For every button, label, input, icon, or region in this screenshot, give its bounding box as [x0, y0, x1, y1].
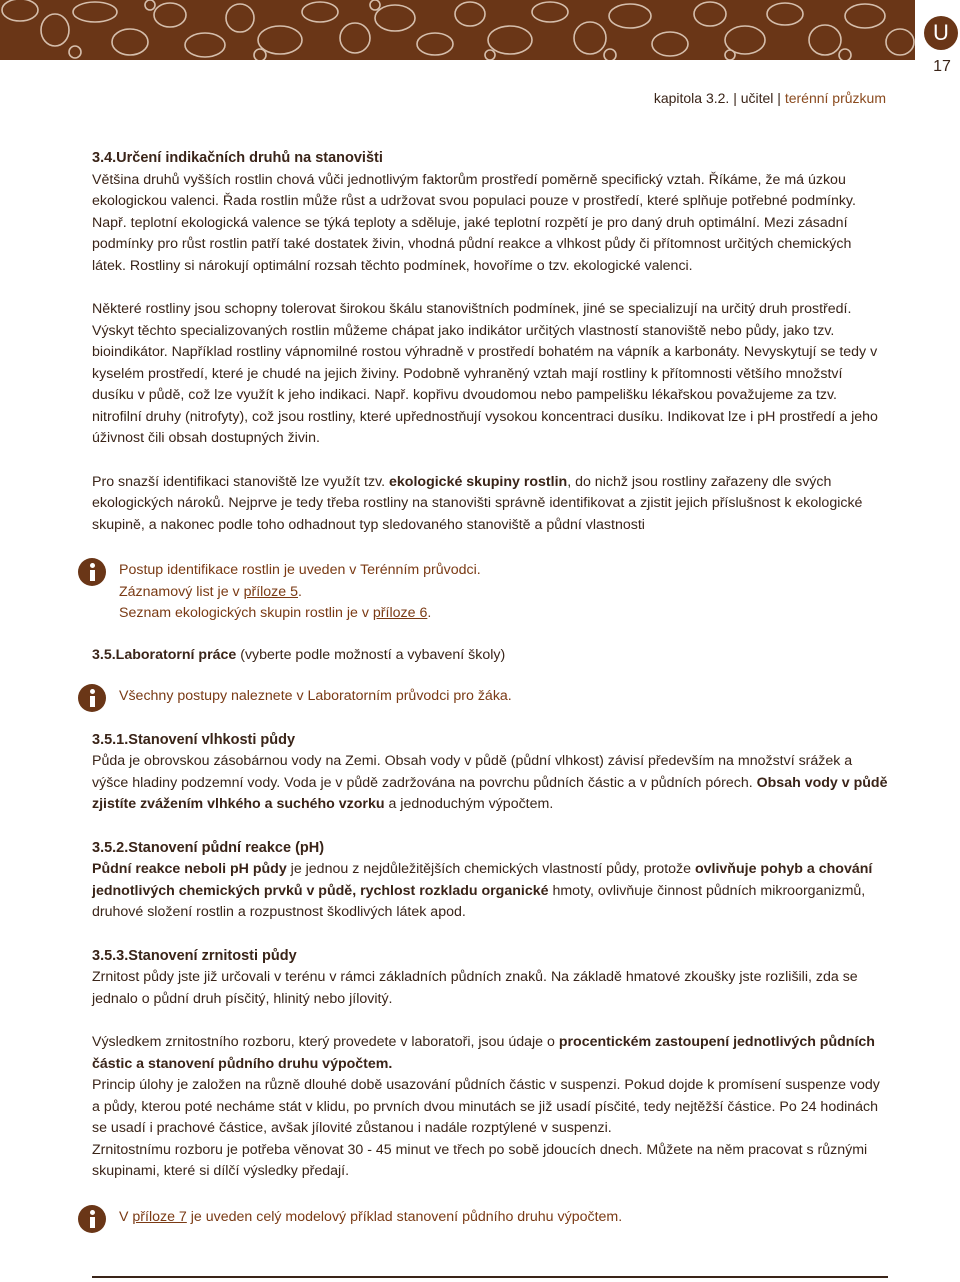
heading-3-5: 3.5.Laboratorní práce (vyberte podle možností a vybavení školy)	[92, 646, 506, 663]
appendix-5-link[interactable]: příloze 5	[243, 583, 298, 600]
info-line: V příloze 7 je uveden celý modelový příklad stanovení půdního druhu výpočtem.	[119, 1208, 623, 1225]
info-icon	[78, 684, 106, 712]
info-line: Seznam ekologických skupin rostlin je v příloze 6.	[119, 605, 432, 621]
info-line: Všechny postupy naleznete v Laboratorním průvodci pro žáka.	[119, 688, 512, 704]
page-number: 17	[933, 58, 951, 75]
footer-rule	[92, 1276, 888, 1278]
info-box	[92, 686, 888, 708]
paragraph: Většina druhů vyšších rostlin chová vůči jednotlivým faktorům prostředí poměrně specifický vztah. Říkáme, že má úzkou ekologickou valenci. Řada rostlin může růst a udržovat svou populaci pouze v prostředí, které splňuje potřebné podmínky. Např. teplotní ekologická valence se týká teploty a sděluje, jaké teplotní rozpětí je pro daný druh optimální. Mezi zásadní podmínky pro růst rostlin patří také dostatek živin, vhodná půdní reakce a vlhkost půdy či přítomnost určitých chemických látek. Rostliny si nárokují optimální rozsah těchto podmínek, hovoříme o tzv. ekologické valenci.	[92, 171, 856, 274]
info-line: Postup identifikace rostlin je uveden v Terénním průvodci.	[119, 562, 481, 578]
main-content	[92, 148, 888, 1228]
paragraph: Zrnitost půdy jste již určovali v terénu v rámci základních půdních znaků. Na základě hmatové zkoušky jste rozlišili, zda se jednalo o půdní druh písčitý, hlinitý nebo jílovitý.	[92, 969, 858, 1007]
info-line: Záznamový list je v příloze 5.	[119, 583, 302, 600]
heading-3-5-2: 3.5.2.Stanovení půdní reakce (pH)	[92, 839, 325, 856]
info-box	[92, 560, 888, 625]
header-banner	[0, 0, 915, 60]
breadcrumb-prefix: kapitola 3.2. | učitel |	[653, 90, 785, 106]
paragraph: Výsledkem zrnitostního rozboru, který provedete v laboratoři, jsou údaje o procentickém zastoupení jednotlivých půdních částic a stanovení půdního druhu výpočtem.	[92, 1034, 875, 1072]
paragraph: Půdní reakce neboli pH půdy je jednou z nejdůležitějších chemických vlastností půdy, protože ovlivňuje pohyb a chování jednotlivých chemických prvků v půdě, rychlost rozkladu organické hmoty, ovlivňuje činnost půdních mikroorganizmů, druhové složení rostlin a rozpustnost škodlivých látek apod.	[92, 861, 873, 920]
info-icon	[78, 558, 106, 586]
heading-3-5-3: 3.5.3.Stanovení zrnitosti půdy	[92, 947, 297, 964]
heading-3-5-1: 3.5.1.Stanovení vlhkosti půdy	[92, 731, 296, 748]
breadcrumb	[654, 90, 886, 106]
info-box	[92, 1207, 888, 1229]
appendix-6-link[interactable]: příloze 6	[372, 605, 428, 621]
appendix-7-link[interactable]: příloze 7	[132, 1208, 187, 1225]
paragraph: Zrnitostnímu rozboru je potřeba věnovat 30 - 45 minut ve třech po sobě jdoucích dnech. Můžete na něm pracovat s různými skupinami, které si dílčí výsledky předají.	[92, 1141, 868, 1179]
heading-3-4: 3.4.Určení indikačních druhů na stanovišti	[92, 150, 383, 166]
paragraph: Princip úlohy je založen na různě dlouhé době usazování půdních částic v suspenzi. Pokud dojde k promísení suspenze vody a půdy, kterou poté necháme stát v klidu, po prvních dvou minutách se již usadí písčité, tedy nejtěžší částice. Po 24 hodinách se usadí i prachové částice, avšak jílovité zůstanou i nadále rozptýlené v suspenzi.	[92, 1077, 880, 1136]
paragraph: Půda je obrovskou zásobárnou vody na Zemi. Obsah vody v půdě (půdní vlhkost) závisí především na množství srážek a výšce hladiny podzemní vody. Voda je v půdě zadržována na povrchu půdních částic a v půdních pórech. Obsah vody v půdě zjistíte zvážením vlhkého a suchého vzorku a jednoduchým výpočtem.	[92, 753, 888, 812]
paragraph: Pro snazší identifikaci stanoviště lze využít tzv. ekologické skupiny rostlin, do nichž jsou rostliny zařazeny dle svých ekologických nároků. Nejprve je tedy třeba rostliny na stanovišti správně identifikovat a zjistit jejich příslušnost k ekologické skupině, a nakonec podle toho odhadnout typ sledovaného stanoviště a půdní vlastnosti	[92, 473, 863, 533]
section-badge: U	[924, 16, 958, 50]
paragraph: Některé rostliny jsou schopny tolerovat širokou škálu stanovištních podmínek, jiné se specializují na určitý druh prostředí. Výskyt těchto specializovaných rostlin můžeme chápat jako indikátor určitých vlastností stanoviště nebo půdy, jako tzv. bioindikátor. Například rostliny vápnomilné rostou výhradně v prostředí bohatém na vápník a karbonáty. Nevyskytují se tedy v kyselém prostředí, které je chudé na jejich živiny. Podobně vyhraněný vztah mají rostliny k přítomnosti většího množství dusíku v půdě, což lze využít k jeho indikaci. Např. kopřivu dvoudomou nebo pampelišku lékařskou považujeme za tzv. nitrofilní druhy (nitrofyty), což jsou rostliny, které upřednostňují vysokou koncentraci dusíku. Indikovat lze i pH prostředí a jeho úživnost čili obsah dostupných živin.	[92, 301, 878, 446]
info-icon	[78, 1205, 106, 1233]
breadcrumb-current: terénní průzkum	[784, 90, 886, 106]
pebble-pattern	[0, 0, 915, 60]
